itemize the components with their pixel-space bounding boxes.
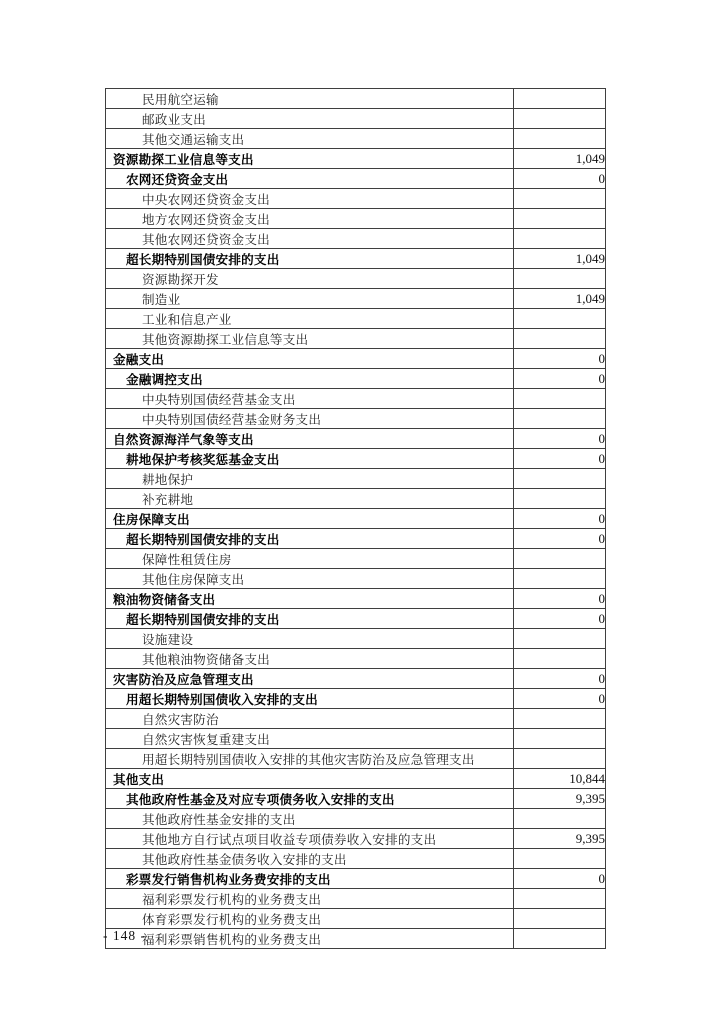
row-amount: [514, 389, 606, 409]
table-row: [106, 549, 606, 569]
row-item-label: 其他政府性基金及对应专项债务收入安排的支出: [106, 789, 514, 809]
table-row: [106, 529, 606, 549]
row-item-label: 其他粮油物资储备支出: [106, 649, 514, 669]
row-item-label: 体育彩票发行机构的业务费支出: [106, 909, 514, 929]
table-row: [106, 109, 606, 129]
table-row: [106, 809, 606, 829]
row-item-label: 其他农网还贷资金支出: [106, 229, 514, 249]
table-row: [106, 369, 606, 389]
table-row: [106, 269, 606, 289]
row-amount: [514, 849, 606, 869]
table-row: [106, 249, 606, 269]
row-item-label: 邮政业支出: [106, 109, 514, 129]
row-item-label: 制造业: [106, 289, 514, 309]
row-item-label: 超长期特别国债安排的支出: [106, 609, 514, 629]
row-amount: [514, 489, 606, 509]
row-item-label: 耕地保护考核奖惩基金支出: [106, 449, 514, 469]
row-amount: 0: [514, 369, 606, 389]
row-item-label: 耕地保护: [106, 469, 514, 489]
row-item-label: 其他资源勘探工业信息等支出: [106, 329, 514, 349]
table-row: [106, 729, 606, 749]
row-item-label: 资源勘探开发: [106, 269, 514, 289]
row-amount: [514, 749, 606, 769]
row-item-label: 福利彩票销售机构的业务费支出: [106, 929, 514, 949]
page-number: - 148 -: [103, 928, 146, 943]
row-amount: 9,395: [514, 789, 606, 809]
table-row: [106, 309, 606, 329]
row-item-label: 设施建设: [106, 629, 514, 649]
table-row: [106, 849, 606, 869]
row-amount: [514, 729, 606, 749]
row-item-label: 农网还贷资金支出: [106, 169, 514, 189]
row-amount: [514, 329, 606, 349]
row-item-label: 其他政府性基金安排的支出: [106, 809, 514, 829]
table-row: [106, 749, 606, 769]
table-row: [106, 129, 606, 149]
row-amount: [514, 549, 606, 569]
table-row: [106, 869, 606, 889]
row-item-label: 粮油物资储备支出: [106, 589, 514, 609]
row-item-label: 自然灾害防治: [106, 709, 514, 729]
row-item-label: 中央特别国债经营基金财务支出: [106, 409, 514, 429]
row-amount: [514, 89, 606, 109]
row-item-label: 中央农网还贷资金支出: [106, 189, 514, 209]
row-amount: 0: [514, 609, 606, 629]
table-row: [106, 389, 606, 409]
table-row: [106, 889, 606, 909]
row-item-label: 灾害防治及应急管理支出: [106, 669, 514, 689]
row-item-label: 中央特别国债经营基金支出: [106, 389, 514, 409]
row-item-label: 福利彩票发行机构的业务费支出: [106, 889, 514, 909]
row-amount: 0: [514, 349, 606, 369]
table-row: [106, 929, 606, 949]
row-item-label: 住房保障支出: [106, 509, 514, 529]
row-item-label: 金融支出: [106, 349, 514, 369]
budget-table-container: [105, 88, 605, 949]
budget-table: [105, 88, 606, 949]
row-amount: [514, 209, 606, 229]
row-amount: 0: [514, 589, 606, 609]
row-amount: [514, 189, 606, 209]
table-row: [106, 909, 606, 929]
row-amount: 0: [514, 689, 606, 709]
row-amount: 9,395: [514, 829, 606, 849]
row-item-label: 补充耕地: [106, 489, 514, 509]
row-item-label: 金融调控支出: [106, 369, 514, 389]
row-amount: 0: [514, 669, 606, 689]
table-row: [106, 89, 606, 109]
row-amount: 0: [514, 509, 606, 529]
table-row: [106, 589, 606, 609]
row-amount: 1,049: [514, 149, 606, 169]
table-row: [106, 709, 606, 729]
row-amount: 1,049: [514, 289, 606, 309]
row-item-label: 用超长期特别国债收入安排的其他灾害防治及应急管理支出: [106, 749, 514, 769]
table-row: [106, 629, 606, 649]
row-amount: 1,049: [514, 249, 606, 269]
row-amount: [514, 269, 606, 289]
row-item-label: 其他地方自行试点项目收益专项债券收入安排的支出: [106, 829, 514, 849]
table-row: [106, 429, 606, 449]
table-row: [106, 209, 606, 229]
table-row: [106, 149, 606, 169]
row-amount: [514, 929, 606, 949]
table-row: [106, 229, 606, 249]
row-amount: [514, 909, 606, 929]
table-row: [106, 189, 606, 209]
row-amount: [514, 709, 606, 729]
row-amount: [514, 889, 606, 909]
row-amount: [514, 409, 606, 429]
row-item-label: 其他住房保障支出: [106, 569, 514, 589]
table-row: [106, 649, 606, 669]
row-amount: 0: [514, 869, 606, 889]
row-item-label: 自然灾害恢复重建支出: [106, 729, 514, 749]
row-item-label: 工业和信息产业: [106, 309, 514, 329]
row-amount: [514, 309, 606, 329]
table-row: [106, 349, 606, 369]
table-row: [106, 289, 606, 309]
row-amount: [514, 629, 606, 649]
row-item-label: 用超长期特别国债收入安排的支出: [106, 689, 514, 709]
row-item-label: 其他交通运输支出: [106, 129, 514, 149]
row-item-label: 保障性租赁住房: [106, 549, 514, 569]
table-row: [106, 509, 606, 529]
table-row: [106, 609, 606, 629]
table-row: [106, 569, 606, 589]
row-item-label: 其他支出: [106, 769, 514, 789]
row-item-label: 超长期特别国债安排的支出: [106, 249, 514, 269]
row-item-label: 超长期特别国债安排的支出: [106, 529, 514, 549]
row-amount: 0: [514, 169, 606, 189]
row-amount: [514, 569, 606, 589]
row-amount: 0: [514, 529, 606, 549]
row-amount: [514, 469, 606, 489]
row-amount: [514, 229, 606, 249]
row-item-label: 资源勘探工业信息等支出: [106, 149, 514, 169]
table-row: [106, 769, 606, 789]
budget-table-body: [106, 89, 606, 949]
row-amount: [514, 809, 606, 829]
row-item-label: 地方农网还贷资金支出: [106, 209, 514, 229]
table-row: [106, 669, 606, 689]
table-row: [106, 489, 606, 509]
table-row: [106, 449, 606, 469]
table-row: [106, 329, 606, 349]
row-item-label: 彩票发行销售机构业务费安排的支出: [106, 869, 514, 889]
row-item-label: 自然资源海洋气象等支出: [106, 429, 514, 449]
table-row: [106, 169, 606, 189]
row-amount: 0: [514, 449, 606, 469]
row-item-label: 其他政府性基金债务收入安排的支出: [106, 849, 514, 869]
row-item-label: 民用航空运输: [106, 89, 514, 109]
row-amount: [514, 109, 606, 129]
row-amount: 10,844: [514, 769, 606, 789]
table-row: [106, 469, 606, 489]
table-row: [106, 789, 606, 809]
table-row: [106, 409, 606, 429]
row-amount: [514, 129, 606, 149]
table-row: [106, 829, 606, 849]
row-amount: 0: [514, 429, 606, 449]
table-row: [106, 689, 606, 709]
row-amount: [514, 649, 606, 669]
